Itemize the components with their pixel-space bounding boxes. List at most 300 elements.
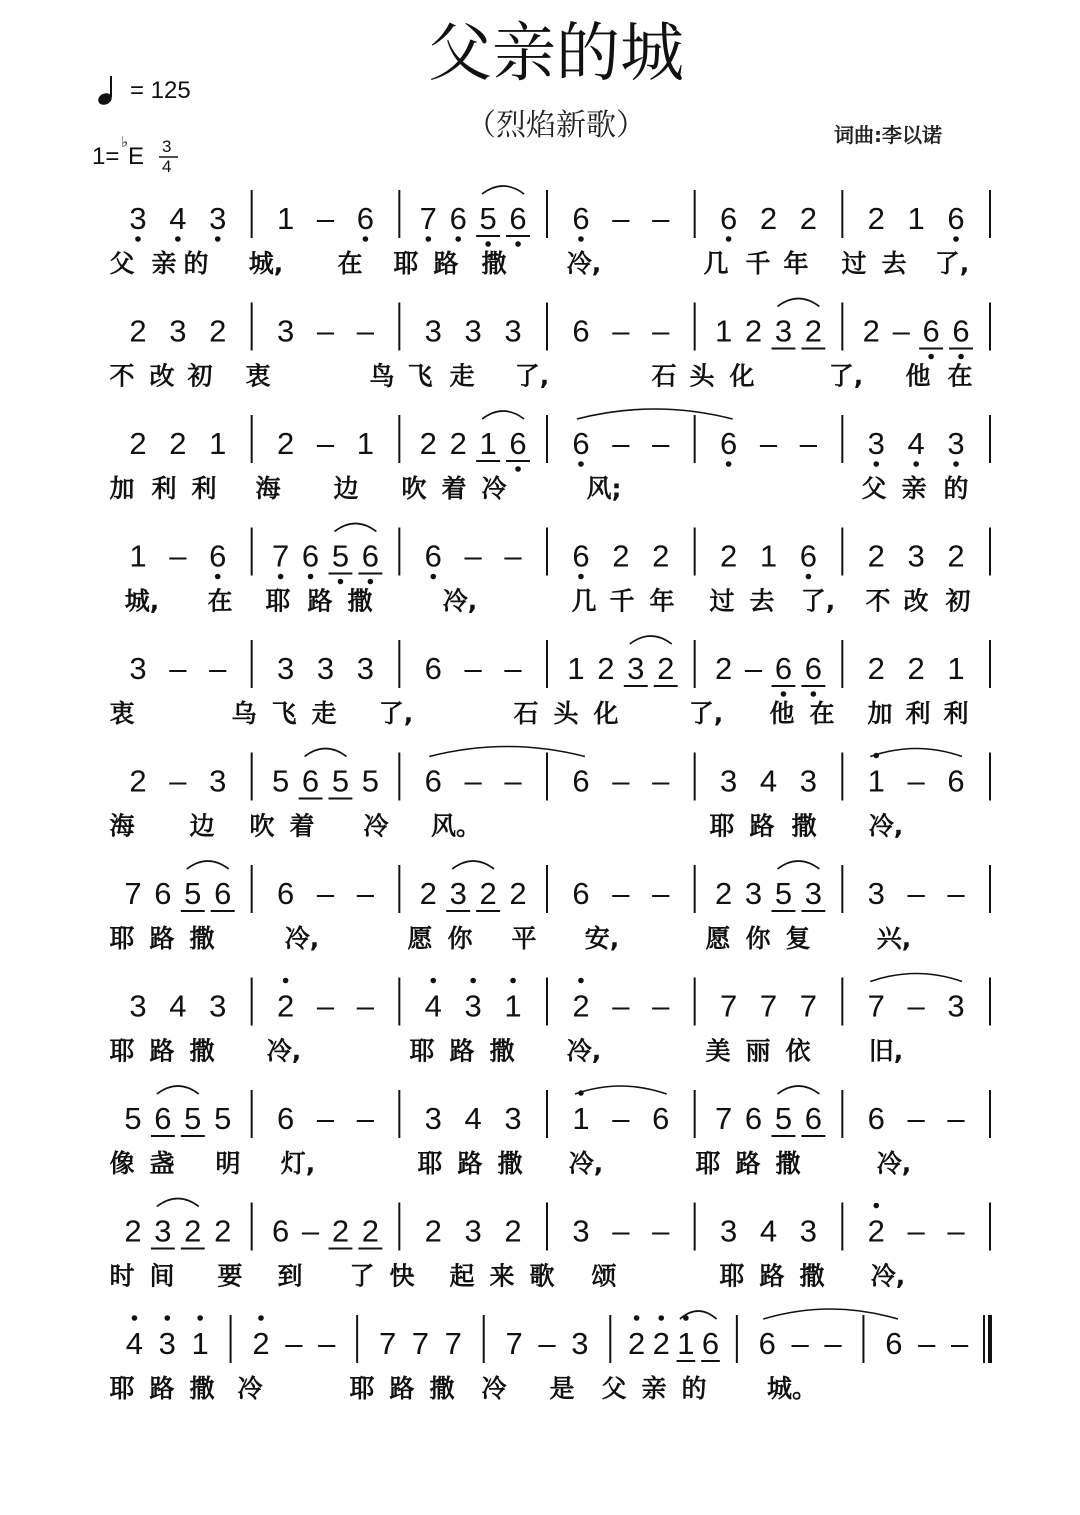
lyric-syllable: 冷, (870, 1261, 906, 1291)
note-2: 2 (252, 1326, 270, 1361)
note-6: 6 (356, 201, 375, 236)
tempo-marking (96, 76, 190, 107)
lyric-syllable: 在 (207, 586, 233, 616)
dash-extension: – (824, 1326, 842, 1361)
measure (868, 1101, 966, 1136)
measure (425, 651, 523, 686)
note-6: 6 (799, 538, 818, 574)
lyricist-composer-credit: 词曲:李以诺 (834, 123, 942, 147)
note-6: 6 (424, 763, 442, 799)
lyric-syllable: 复 (785, 924, 811, 953)
lyric-syllable: 他 (769, 699, 795, 728)
octave-down-dot (578, 461, 584, 467)
octave-down-dot (485, 241, 491, 247)
score-row (109, 636, 990, 728)
octave-down-dot (215, 574, 221, 580)
note-7: 7 (799, 988, 818, 1024)
note-1: 1 (129, 538, 147, 574)
lyric-syllable: 美 (705, 1036, 731, 1066)
note-3: 3 (774, 313, 793, 349)
measure (252, 1315, 336, 1361)
slur (187, 861, 229, 869)
song-subtitle: （烈焰新歌） (466, 108, 646, 143)
lyric-syllable: 父 (109, 249, 135, 278)
dash-extension: – (612, 1213, 630, 1249)
note-6: 6 (509, 426, 527, 461)
octave-down-dot (726, 461, 732, 467)
octave-down-dot (873, 461, 879, 467)
lyric-syllable: 利 (191, 474, 217, 503)
note-3: 3 (158, 1326, 176, 1361)
dash-extension: – (316, 201, 335, 236)
note-7: 7 (715, 1101, 733, 1136)
octave-down-dot (338, 579, 344, 585)
octave-down-dot (578, 236, 584, 242)
measure (124, 1086, 231, 1136)
note-3: 3 (424, 313, 442, 349)
lyric-syllable: 他 (905, 361, 931, 391)
lyric-syllable: 歌 (529, 1261, 555, 1291)
note-6: 6 (572, 313, 590, 349)
lyric-syllable: 耶 (109, 924, 135, 953)
octave-down-dot (135, 236, 141, 242)
lyric-syllable: 路 (389, 1374, 415, 1403)
measure (420, 861, 527, 911)
lyric-syllable: 过 (841, 249, 867, 278)
dash-extension: – (169, 763, 187, 799)
dash-extension: – (318, 1326, 336, 1361)
lyric-syllable: 飞 (271, 699, 297, 728)
octave-down-dot (430, 574, 436, 580)
dash-extension: – (907, 1213, 925, 1249)
note-6: 6 (758, 1326, 776, 1361)
lyric-syllable: 愿 (407, 924, 433, 953)
note-2: 2 (129, 763, 147, 799)
measure (572, 539, 669, 580)
lyric-syllable: 你 (447, 924, 473, 953)
octave-down-dot (278, 574, 284, 580)
measure (277, 314, 375, 349)
dash-extension: – (612, 876, 630, 911)
lyrics-line (109, 699, 968, 728)
lyric-syllable: 丽 (745, 1036, 771, 1066)
note-2: 2 (947, 538, 965, 574)
note-2: 2 (862, 313, 880, 349)
lyric-syllable: 去 (881, 249, 907, 278)
lyric-syllable: 了, (800, 586, 836, 616)
slur (870, 749, 962, 757)
note-2: 2 (627, 1326, 646, 1361)
lyric-syllable: 颂 (591, 1261, 617, 1291)
lyric-syllable: 撒 (189, 1374, 215, 1403)
note-1: 1 (191, 1326, 209, 1361)
lyric-syllable: 石 (651, 361, 677, 391)
dash-extension: – (356, 1101, 375, 1136)
note-3: 3 (804, 876, 822, 911)
note-3: 3 (799, 763, 818, 799)
note-3: 3 (209, 763, 227, 799)
note-3: 3 (719, 1213, 738, 1249)
note-3: 3 (627, 651, 645, 686)
note-6: 6 (449, 201, 467, 236)
quarter-note-icon (96, 76, 113, 107)
slur (777, 861, 819, 869)
note-1: 1 (677, 1326, 695, 1361)
lyric-syllable: 在 (809, 699, 835, 728)
note-1: 1 (504, 988, 522, 1024)
time-signature (159, 137, 178, 176)
note-1: 1 (759, 538, 778, 574)
note-2: 2 (276, 426, 295, 461)
dash-extension: – (612, 201, 630, 236)
dash-extension: – (504, 651, 522, 686)
note-5: 5 (774, 1101, 793, 1136)
measure (759, 1326, 843, 1361)
lyric-syllable: 耶 (393, 249, 419, 278)
note-7: 7 (759, 988, 778, 1024)
note-2: 2 (867, 538, 885, 574)
measure (129, 314, 226, 349)
note-6: 6 (572, 538, 590, 574)
note-3: 3 (867, 876, 885, 911)
note-6: 6 (154, 1101, 172, 1136)
lyric-syllable: 吹 (249, 811, 275, 841)
note-2: 2 (597, 651, 615, 686)
octave-down-dot (308, 574, 314, 580)
octave-down-dot (425, 236, 431, 242)
lyric-syllable: 几 (571, 586, 597, 616)
lyric-syllable: 路 (307, 586, 333, 616)
octave-down-dot (928, 354, 934, 360)
measure (379, 1326, 462, 1361)
lyric-syllable: 撒 (791, 811, 817, 841)
lyric-syllable: 不 (109, 361, 135, 391)
note-6: 6 (361, 538, 379, 574)
lyric-syllable: 路 (749, 811, 775, 841)
lyric-syllable: 年 (649, 586, 675, 616)
lyric-syllable: 兴, (876, 924, 912, 953)
measure (126, 1315, 209, 1361)
octave-up-dot (197, 1315, 203, 1321)
lyric-syllable: 了, (378, 699, 414, 728)
lyric-syllable: 撒 (775, 1149, 801, 1178)
lyric-syllable: 海 (109, 811, 135, 841)
octave-up-dot (430, 978, 436, 984)
note-2: 2 (799, 201, 818, 236)
note-7: 7 (378, 1326, 397, 1361)
slur (157, 1199, 199, 1207)
slur (777, 299, 819, 307)
lyrics-line (109, 1149, 911, 1178)
lyric-syllable: 飞 (407, 361, 433, 391)
note-3: 3 (129, 201, 147, 236)
lyric-syllable: 冷, (566, 1036, 602, 1066)
lyrics-line (109, 474, 968, 503)
lyric-syllable: 快 (389, 1261, 415, 1291)
lyric-syllable: 千 (609, 586, 635, 616)
lyric-syllable: 路 (457, 1149, 483, 1178)
lyrics-line (109, 1037, 903, 1066)
key-prefix: 1= (92, 143, 120, 170)
lyric-syllable: 路 (759, 1261, 785, 1291)
note-3: 3 (947, 988, 965, 1024)
note-5: 5 (124, 1101, 142, 1136)
dash-extension: – (907, 763, 925, 799)
dash-extension: – (356, 988, 375, 1024)
measure (720, 426, 818, 467)
note-5: 5 (331, 763, 350, 799)
note-3: 3 (504, 313, 522, 349)
score-row (109, 1199, 990, 1291)
note-6: 6 (774, 651, 793, 686)
note-6: 6 (276, 876, 295, 911)
lyrics-line (109, 1374, 817, 1403)
note-4: 4 (464, 1101, 482, 1136)
lyric-syllable: 冷, (868, 811, 904, 841)
lyric-syllable: 冷 (237, 1374, 263, 1403)
lyric-syllable: 耶 (417, 1149, 443, 1178)
note-2: 2 (419, 426, 437, 461)
note-2: 2 (419, 876, 437, 911)
lyric-syllable: 风; (586, 474, 622, 503)
lyric-syllable: 海 (255, 474, 281, 503)
measure (277, 426, 374, 461)
note-2: 2 (867, 201, 885, 236)
lyric-syllable: 旧, (868, 1036, 904, 1066)
octave-down-dot (953, 461, 959, 467)
note-3: 3 (744, 876, 763, 911)
measure (277, 978, 375, 1024)
measure (124, 1199, 231, 1249)
note-1: 1 (572, 1101, 590, 1136)
lyric-syllable: 冷, (442, 586, 478, 616)
note-2: 2 (479, 876, 497, 911)
note-6: 6 (424, 651, 442, 686)
dash-extension: – (169, 538, 187, 574)
lyric-syllable: 时 (109, 1261, 135, 1291)
time-signature-top: 3 (162, 137, 172, 156)
lyric-syllable: 父 (601, 1374, 627, 1403)
lyric-syllable: 千 (745, 249, 771, 278)
dash-extension: – (947, 1101, 965, 1136)
measure (868, 651, 965, 686)
note-2: 2 (209, 313, 227, 349)
note-3: 3 (947, 426, 965, 461)
lyrics-line (109, 812, 903, 841)
note-3: 3 (169, 313, 187, 349)
tie (577, 409, 733, 419)
note-5: 5 (479, 201, 497, 236)
measure (572, 1214, 670, 1249)
lyric-syllable: 在 (947, 361, 973, 391)
dash-extension: – (464, 763, 482, 799)
dash-extension: – (612, 313, 630, 349)
lyric-syllable: 撒 (347, 586, 373, 616)
lyrics-line (109, 362, 972, 391)
dash-extension: – (464, 538, 482, 574)
octave-up-dot (283, 978, 289, 984)
note-1: 1 (947, 651, 965, 686)
lyric-syllable: 耶 (695, 1149, 721, 1178)
dash-extension: – (907, 876, 925, 911)
dash-extension: – (652, 988, 670, 1024)
note-5: 5 (184, 1101, 202, 1136)
measure (868, 1203, 966, 1249)
note-5: 5 (361, 763, 379, 799)
note-4: 4 (169, 201, 187, 236)
slur (482, 186, 524, 194)
note-2: 2 (129, 426, 147, 461)
measure (277, 651, 374, 686)
note-2: 2 (759, 201, 778, 236)
measure (715, 299, 825, 349)
lyric-syllable: 耶 (109, 1374, 135, 1403)
note-3: 3 (129, 988, 147, 1024)
lyric-syllable: 了, (828, 361, 864, 391)
lyric-syllable: 吹 (401, 474, 427, 503)
dash-extension: – (316, 313, 335, 349)
dash-extension: – (285, 1326, 303, 1361)
measure (425, 1214, 522, 1249)
lyric-syllable: 衷 (109, 699, 135, 728)
lyric-syllable: 要 (217, 1261, 243, 1291)
note-1: 1 (567, 651, 585, 686)
slur (777, 1086, 819, 1094)
slur (157, 1086, 199, 1094)
note-6: 6 (744, 1101, 763, 1136)
lyric-syllable: 冷 (481, 474, 507, 503)
lyric-syllable: 着 (289, 811, 315, 841)
note-3: 3 (719, 763, 738, 799)
dash-extension: – (504, 763, 522, 799)
lyric-syllable: 化 (729, 361, 755, 391)
note-2: 2 (276, 988, 295, 1024)
score-row (109, 299, 990, 391)
lyric-syllable: 初 (187, 361, 213, 391)
lyric-syllable: 城。 (766, 1374, 818, 1403)
dash-extension: – (612, 988, 630, 1024)
dash-extension: – (907, 1101, 925, 1136)
dash-extension: – (316, 1101, 335, 1136)
note-5: 5 (184, 876, 202, 911)
octave-down-dot (215, 236, 221, 242)
dash-extension: – (918, 1326, 936, 1361)
lyrics-line (109, 1262, 905, 1291)
octave-up-dot (132, 1315, 138, 1321)
measure (572, 314, 670, 349)
note-2: 2 (657, 651, 675, 686)
note-6: 6 (652, 1101, 670, 1136)
note-2: 2 (504, 1213, 522, 1249)
note-3: 3 (571, 1326, 589, 1361)
lyric-syllable: 过 (709, 586, 735, 616)
lyric-syllable: 路 (433, 249, 459, 278)
measure (272, 524, 382, 585)
note-5: 5 (331, 538, 350, 574)
lyric-syllable: 的 (183, 249, 209, 278)
lyric-syllable: 亲 (151, 249, 177, 278)
lyric-syllable: 路 (735, 1149, 761, 1178)
note-6: 6 (209, 538, 227, 574)
measure (129, 764, 226, 799)
lyric-syllable: 撒 (489, 1036, 515, 1066)
note-4: 4 (907, 426, 925, 461)
lyric-syllable: 不 (865, 586, 891, 616)
note-6: 6 (301, 538, 320, 574)
note-5: 5 (214, 1101, 232, 1136)
measure (885, 1326, 969, 1361)
dash-extension: – (209, 651, 227, 686)
dash-extension: – (652, 313, 670, 349)
note-2: 2 (719, 538, 738, 574)
lyric-syllable: 耶 (409, 1036, 435, 1066)
note-6: 6 (804, 651, 822, 686)
octave-up-dot (470, 978, 476, 984)
lyric-syllable: 愿 (705, 924, 731, 953)
measure (277, 201, 374, 242)
key-signature (92, 134, 144, 170)
note-7: 7 (505, 1326, 523, 1361)
lyric-syllable: 冷 (481, 1374, 507, 1403)
note-3: 3 (907, 538, 925, 574)
dash-extension: – (907, 988, 925, 1024)
song-title: 父亲的城 (428, 17, 684, 91)
note-3: 3 (464, 313, 482, 349)
measure (425, 314, 522, 349)
note-2: 2 (572, 988, 590, 1024)
lyric-syllable: 去 (749, 586, 775, 616)
measure (420, 186, 530, 247)
dash-extension: – (612, 426, 630, 461)
note-7: 7 (419, 201, 437, 236)
lyric-syllable: 了, (934, 249, 970, 278)
octave-up-dot (578, 978, 584, 984)
dash-extension: – (892, 313, 910, 349)
note-6: 6 (701, 1326, 720, 1361)
note-3: 3 (424, 1101, 442, 1136)
slur (870, 974, 962, 982)
note-2: 2 (867, 651, 885, 686)
note-2: 2 (169, 426, 187, 461)
note-6: 6 (509, 201, 527, 236)
slur (482, 411, 524, 419)
measure (572, 1086, 669, 1136)
note-2: 2 (331, 1213, 350, 1249)
note-1: 1 (715, 313, 733, 349)
note-7: 7 (124, 876, 142, 911)
lyric-syllable: 来 (489, 1261, 515, 1291)
note-6: 6 (272, 1213, 290, 1249)
note-6: 6 (154, 876, 172, 911)
octave-down-dot (726, 236, 732, 242)
lyric-syllable: 起 (449, 1261, 475, 1291)
note-6: 6 (867, 1101, 885, 1136)
note-4: 4 (169, 988, 187, 1024)
tie (763, 1309, 898, 1319)
dash-extension: – (799, 426, 818, 461)
measure (868, 749, 965, 799)
octave-down-dot (953, 236, 959, 242)
note-6: 6 (947, 201, 965, 236)
octave-down-dot (958, 354, 964, 360)
measure (720, 989, 817, 1024)
note-2: 2 (361, 1213, 379, 1249)
measure (715, 861, 825, 911)
measure (572, 978, 670, 1024)
lyric-syllable: 平 (511, 924, 537, 953)
measure (720, 1214, 817, 1249)
dash-extension: – (464, 651, 482, 686)
